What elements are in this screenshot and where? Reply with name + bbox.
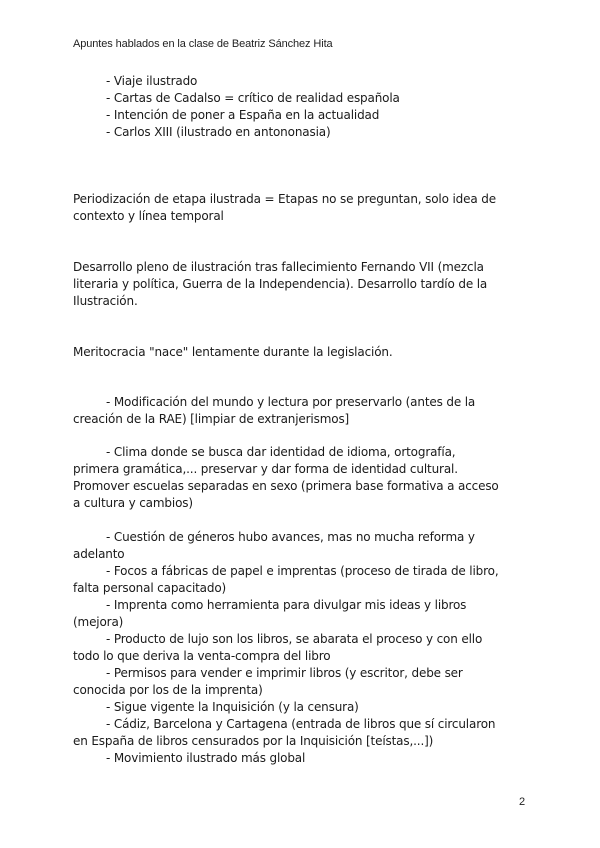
bullet-clima-line-4: a cultura y cambios) (73, 496, 193, 510)
bullet-imprenta-line-1: - Imprenta como herramienta para divulgar mis ideas y libros (106, 598, 467, 612)
paragraph-desarrollo-line-3: Ilustración. (73, 294, 138, 308)
bullet-imprenta-line-2: (mejora) (73, 615, 124, 629)
paragraph-periodizacion-line-2: contexto y línea temporal (73, 209, 224, 223)
bullet-modificacion-line-2: creación de la RAE) [limpiar de extranjerismos] (73, 412, 350, 426)
bullet-movimiento-global: - Movimiento ilustrado más global (106, 751, 306, 765)
bullet-modificacion-line-1: - Modificación del mundo y lectura por preservarlo (antes de la (106, 395, 476, 409)
bullet-generos-line-2: adelanto (73, 547, 125, 561)
bullet-cadiz-line-2: en España de libros censurados por la Inquisición [teístas,...]) (73, 734, 434, 748)
paragraph-periodizacion-line-1: Periodización de etapa ilustrada = Etapas no se preguntan, solo idea de (73, 192, 496, 206)
bullet-focos-line-1: - Focos a fábricas de papel e imprentas (proceso de tirada de libro, (106, 564, 499, 578)
bullet-inquisicion: - Sigue vigente la Inquisición (y la censura) (106, 700, 359, 714)
paragraph-meritocracia: Meritocracia "nace" lentamente durante la legislación. (73, 345, 393, 359)
paragraph-desarrollo-line-2: literaria y política, Guerra de la Independencia). Desarrollo tardío de la (73, 277, 488, 291)
bullet-clima-line-2: primera gramática,... preservar y dar forma de identidad cultural. (73, 462, 458, 476)
bullet-viaje-ilustrado: - Viaje ilustrado (106, 74, 198, 88)
bullet-intencion-espana: - Intención de poner a España en la actualidad (106, 108, 380, 122)
bullet-clima-line-3: Promover escuelas separadas en sexo (primera base formativa a acceso (73, 479, 499, 493)
bullet-permisos-line-1: - Permisos para vender e imprimir libros (y escritor, debe ser (106, 666, 463, 680)
page-header: Apuntes hablados en la clase de Beatriz Sánchez Hita (73, 38, 333, 50)
bullet-producto-line-1: - Producto de lujo son los libros, se abarata el proceso y con ello (106, 632, 483, 646)
bullet-cartas-cadalso: - Cartas de Cadalso = crítico de realidad española (106, 91, 400, 105)
bullet-clima-line-1: - Clima donde se busca dar identidad de idioma, ortografía, (106, 445, 456, 459)
page-number: 2 (519, 796, 526, 808)
bullet-producto-line-2: todo lo que deriva la venta-compra del libro (73, 649, 331, 663)
bullet-generos-line-1: - Cuestión de géneros hubo avances, mas no mucha reforma y (106, 530, 475, 544)
bullet-cadiz-line-1: - Cádiz, Barcelona y Cartagena (entrada de libros que sí circularon (106, 717, 496, 731)
bullet-permisos-line-2: conocida por los de la imprenta) (73, 683, 263, 697)
bullet-carlos-xiii: - Carlos XIII (ilustrado en antononasia) (106, 125, 331, 139)
paragraph-desarrollo-line-1: Desarrollo pleno de ilustración tras fallecimiento Fernando VII (mezcla (73, 260, 484, 274)
bullet-focos-line-2: falta personal capacitado) (73, 581, 227, 595)
